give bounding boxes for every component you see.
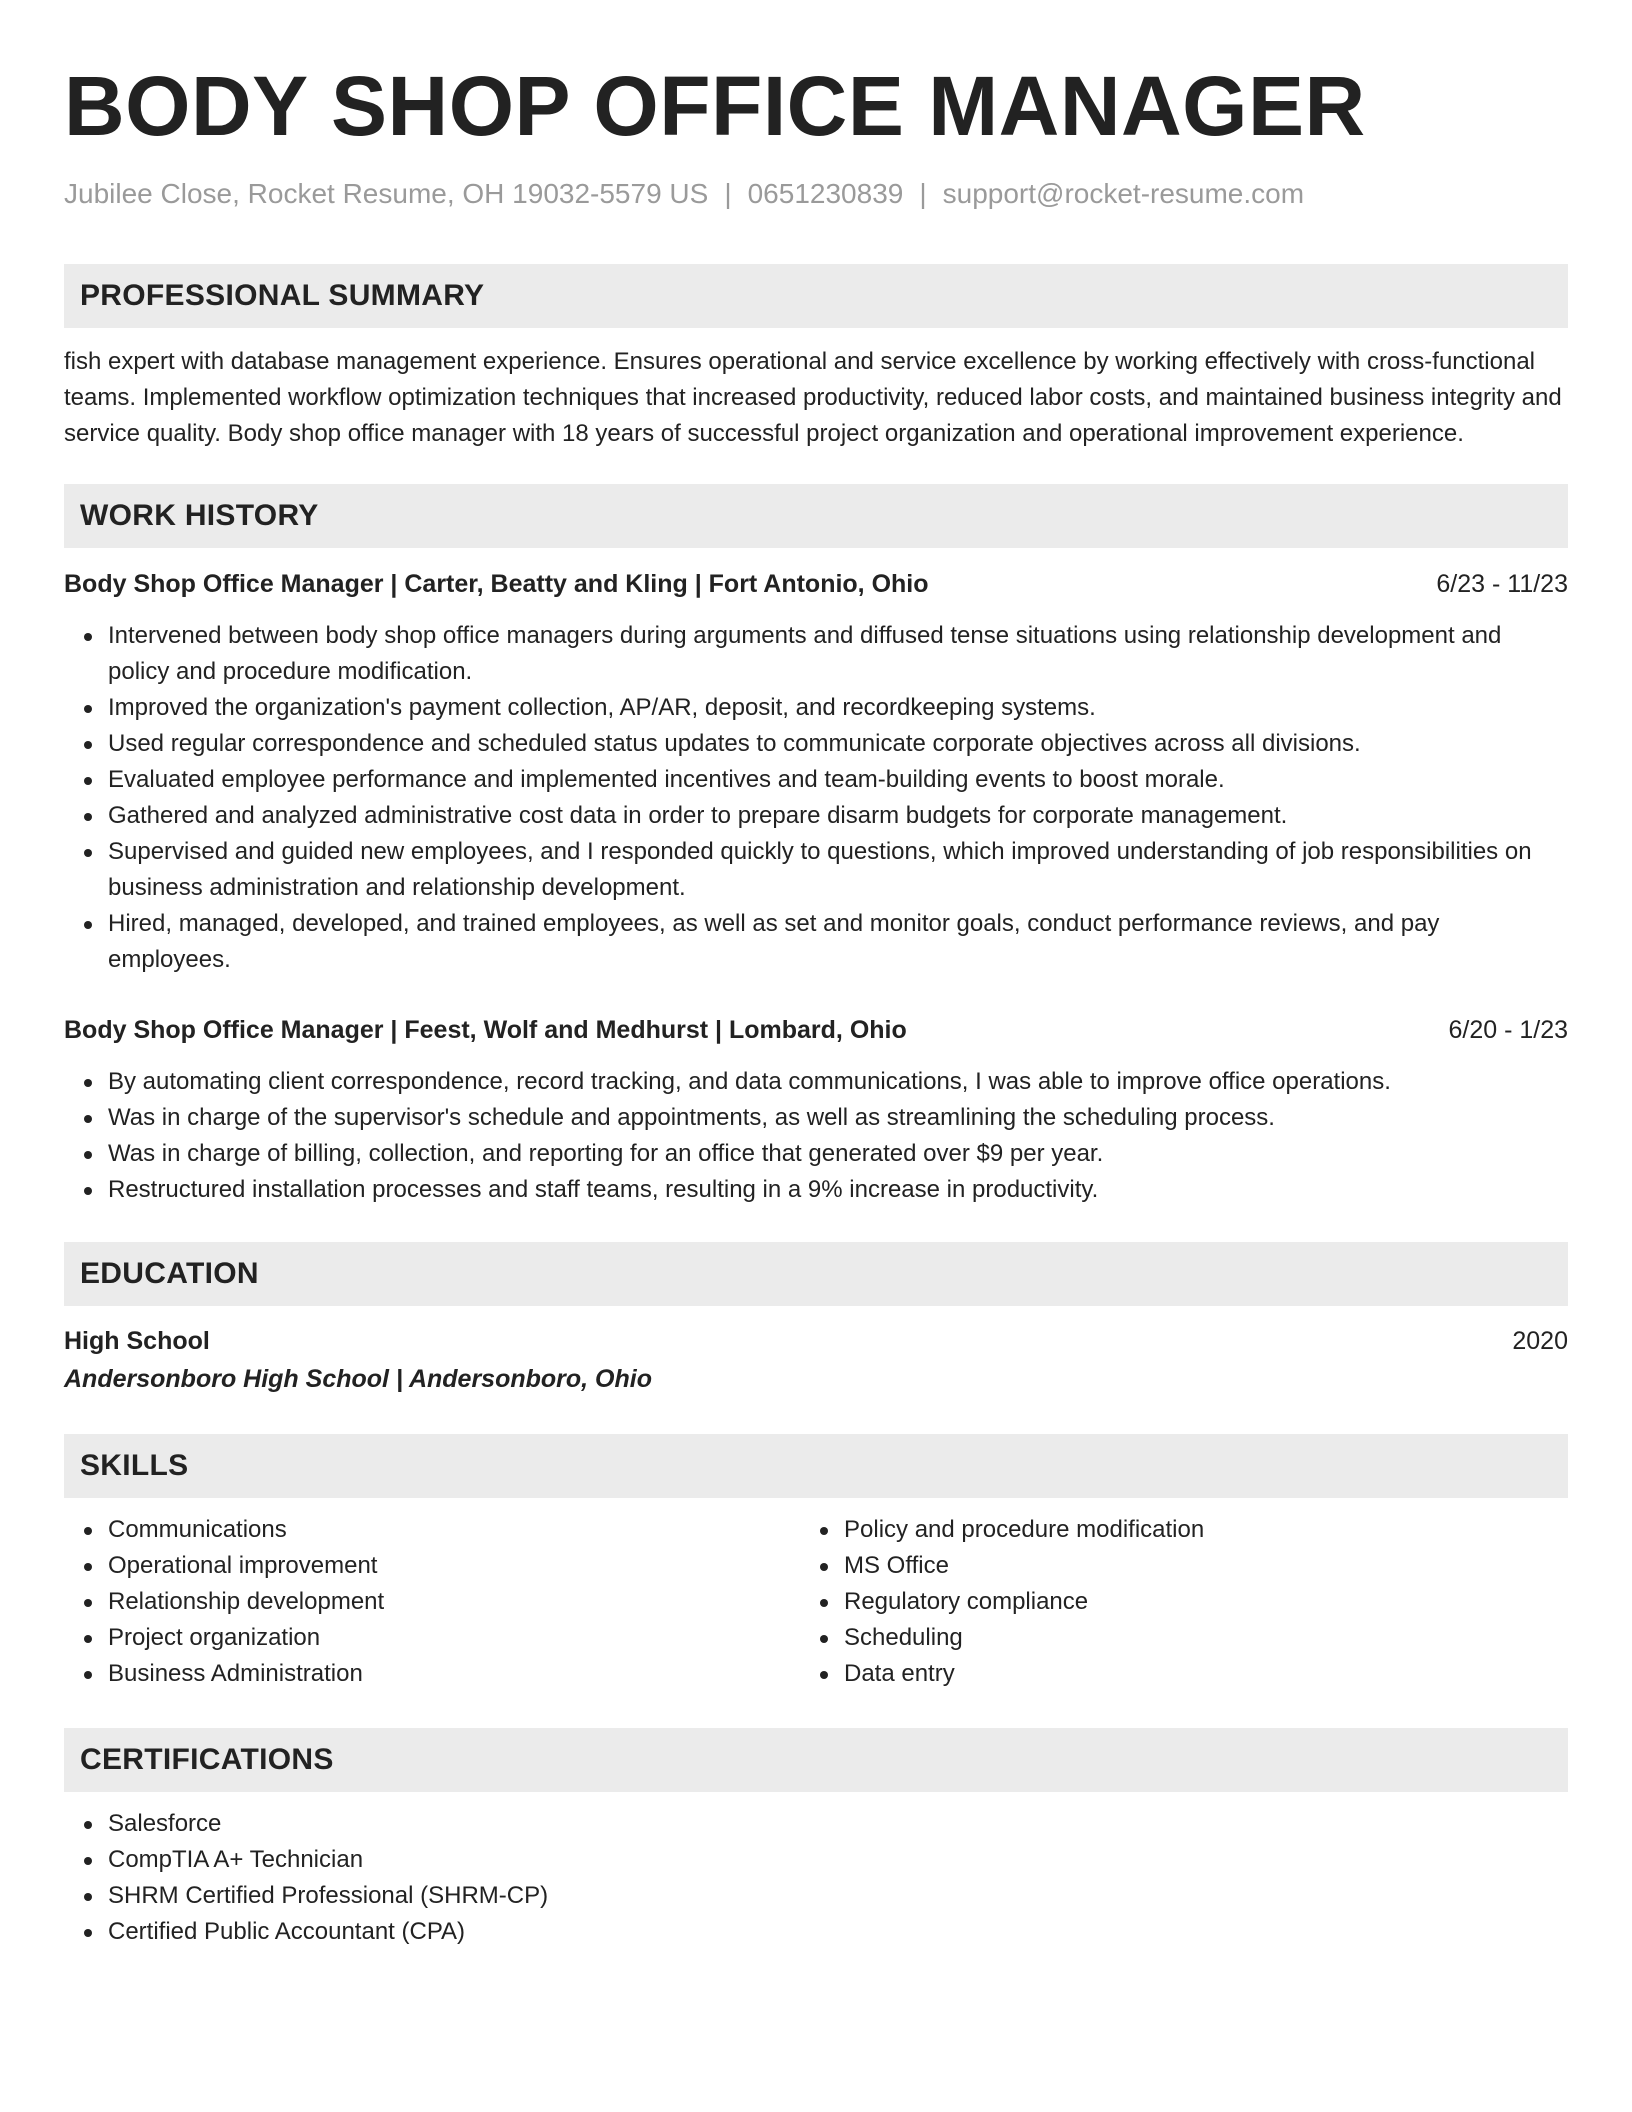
job-bullet: Evaluated employee performance and implemented incentives and team-building events to boost morale. [108, 762, 1568, 798]
skill-item: Business Administration [108, 1656, 800, 1692]
certification-item: SHRM Certified Professional (SHRM-CP) [108, 1878, 1568, 1914]
job-dates: 6/20 - 1/23 [1448, 1016, 1568, 1044]
job-entry [64, 566, 1568, 978]
job-entry [64, 1012, 1568, 1208]
skills-grid [64, 1512, 1568, 1692]
job-bullet: Was in charge of billing, collection, and reporting for an office that generated over $9 per year. [108, 1136, 1568, 1172]
certification-bullets [64, 1806, 1568, 1950]
job-bullets [64, 1064, 1568, 1208]
job-title: Body Shop Office Manager | Feest, Wolf and Medhurst | Lombard, Ohio [64, 1016, 907, 1044]
job-bullet: Improved the organization's payment collection, AP/AR, deposit, and recordkeeping systems. [108, 690, 1568, 726]
certifications-list [64, 1806, 1568, 1950]
certification-item: Certified Public Accountant (CPA) [108, 1914, 1568, 1950]
job-header [64, 566, 1568, 602]
summary-text: fish expert with database management experience. Ensures operational and service excellence by working effectively with cross-functional teams. Implemented workflow optimization techniques that increased productivity, reduced labor costs, and maintained business integrity and service quality. Body shop office manager with 18 years of successful project organization and operational improvement experience. [64, 348, 1562, 447]
skill-item: Data entry [844, 1656, 1536, 1692]
education-degree: High School [64, 1327, 210, 1355]
certification-item: CompTIA A+ Technician [108, 1842, 1568, 1878]
skills-column-left [64, 1512, 800, 1692]
skills-column-right [800, 1512, 1536, 1692]
job-bullet: Used regular correspondence and scheduled status updates to communicate corporate objectives across all divisions. [108, 726, 1568, 762]
section-header-education: EDUCATION [64, 1242, 1568, 1306]
education-year: 2020 [1512, 1327, 1568, 1355]
contact-address: Jubilee Close, Rocket Resume, OH 19032-5579 US [64, 178, 709, 209]
skill-item: Operational improvement [108, 1548, 800, 1584]
section-header-skills: SKILLS [64, 1434, 1568, 1498]
job-bullet: Gathered and analyzed administrative cost data in order to prepare disarm budgets for corporate management. [108, 798, 1568, 834]
job-bullet: Was in charge of the supervisor's schedule and appointments, as well as streamlining the scheduling process. [108, 1100, 1568, 1136]
contact-line [64, 176, 1568, 212]
job-bullet: Restructured installation processes and staff teams, resulting in a 9% increase in productivity. [108, 1172, 1568, 1208]
job-bullet: Intervened between body shop office managers during arguments and diffused tense situations using relationship development and policy and procedure modification. [108, 618, 1568, 690]
job-header [64, 1012, 1568, 1048]
job-bullet: Supervised and guided new employees, and I responded quickly to questions, which improved understanding of job responsibilities on business administration and relationship development. [108, 834, 1568, 906]
job-bullet: By automating client correspondence, record tracking, and data communications, I was able to improve office operations. [108, 1064, 1568, 1100]
job-dates: 6/23 - 11/23 [1436, 570, 1568, 598]
certification-item: Salesforce [108, 1806, 1568, 1842]
job-bullet: Hired, managed, developed, and trained employees, as well as set and monitor goals, conduct performance reviews, and pay employees. [108, 906, 1568, 978]
skill-item: Scheduling [844, 1620, 1536, 1656]
contact-separator: | [919, 178, 927, 209]
skill-item: Relationship development [108, 1584, 800, 1620]
skill-item: Regulatory compliance [844, 1584, 1536, 1620]
education-entry [64, 1322, 1568, 1398]
contact-email: support@rocket-resume.com [942, 178, 1305, 209]
section-header-certifications: CERTIFICATIONS [64, 1728, 1568, 1792]
skill-item: Communications [108, 1512, 800, 1548]
skill-item: Project organization [108, 1620, 800, 1656]
page-title: BODY SHOP OFFICE MANAGER [64, 59, 1366, 153]
section-header-work-history: WORK HISTORY [64, 484, 1568, 548]
contact-phone: 0651230839 [747, 178, 904, 209]
job-title: Body Shop Office Manager | Carter, Beatty and Kling | Fort Antonio, Ohio [64, 570, 929, 598]
job-bullets [64, 618, 1568, 978]
education-school: Andersonboro High School | Andersonboro, Ohio [64, 1365, 652, 1393]
contact-separator: | [724, 178, 732, 209]
skill-item: MS Office [844, 1548, 1536, 1584]
section-header-summary: PROFESSIONAL SUMMARY [64, 264, 1568, 328]
education-header [64, 1322, 1568, 1360]
skill-item: Policy and procedure modification [844, 1512, 1536, 1548]
